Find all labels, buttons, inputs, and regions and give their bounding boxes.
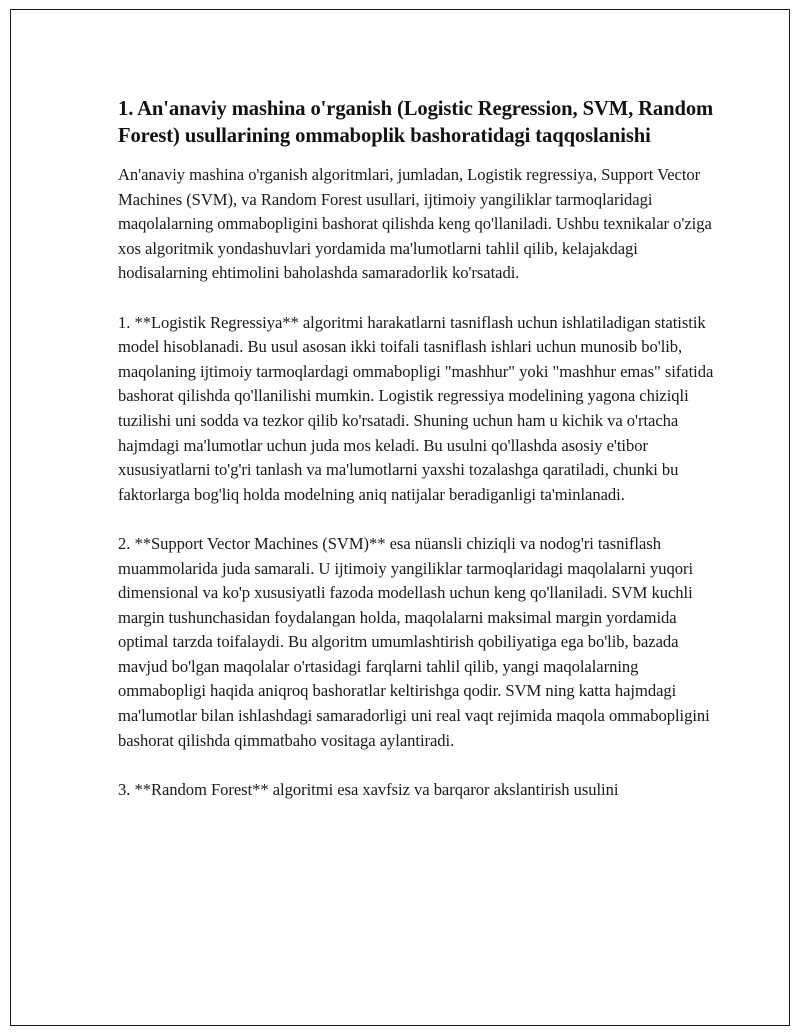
document-body: [118, 96, 718, 802]
random-forest-paragraph: 3. **Random Forest** algoritmi esa xavfsiz va barqaror akslantirish usulini: [118, 779, 619, 799]
svm-paragraph: 2. **Support Vector Machines (SVM)** esa nüansli chiziqli va nodog'ri tasniflash muammolarida juda samarali. U ijtimoiy yangiliklar tarmoqlaridagi maqolalarni yuqori dimensional va ko'p xususiyatli fazoda modellash uchun keng qo'llaniladi. SVM kuchli margin tushunchasidan foydalangan holda, maqolalarni maksimal margin yordamida optimal tarzda toifalaydi. Bu algoritm umumlashtirish qobiliyatiga ega bo'lib, bazada mavjud bo'lgan maqolalar o'rtasidagi farqlarni tahlil qilib, yangi maqolalarning ommabopligi haqida aniqroq bashoratlar keltirishga qodir. SVM ning katta hajmdagi ma'lumotlar bilan ishlashdagi samaradorligi uni real vaqt rejimida maqola ommabopligini bashorat qilishda qimmatbaho vositaga aylantiradi.: [118, 533, 710, 750]
intro-paragraph: An'anaviy mashina o'rganish algoritmlari, jumladan, Logistik regressiya, Support Vector Machines (SVM), va Random Forest usullari, ijtimoiy yangiliklar tarmoqlaridagi maqolalarning ommabopligini bashorat qilishda keng qo'llaniladi. Ushbu texnikalar o'ziga xos algoritmik yondashuvlari yordamida ma'lumotlarni tahlil qilib, kelajakdagi hodisalarning ehtimolini baholashda samaradorlik ko'rsatadi.: [118, 165, 712, 283]
logistic-regression-paragraph: 1. **Logistik Regressiya** algoritmi harakatlarni tasniflash uchun ishlatiladigan statistik model hisoblanadi. Bu usul asosan ikki toifali tasniflash ishlari uchun munosib bo'lib, maqolaning ijtimoiy tarmoqlardagi ommabopligi "mashhur" yoki "mashhur emas" sifatida bashorat qilishda qo'llanilishi mumkin. Logistik regressiya modelining yagona chiziqli tuzilishi uni sodda va tezkor qilib ko'rsatadi. Shuning uchun ham u kichik va o'rtacha hajmdagi ma'lumotlar uchun juda mos keladi. Bu usulni qo'llashda asosiy e'tibor xususiyatlarni to'g'ri tanlash va ma'lumotlarni yaxshi tozalashga qaratiladi, chunki bu faktorlarga bog'liq holda modelning aniq natijalar beradiganligi ta'minlanadi.: [118, 312, 714, 504]
section-heading: 1. An'anaviy mashina o'rganish (Logistic Regression, SVM, Random Forest) usullarining ommaboplik bashoratidagi taqqoslanishi: [118, 98, 714, 147]
document-page: [10, 9, 790, 1026]
